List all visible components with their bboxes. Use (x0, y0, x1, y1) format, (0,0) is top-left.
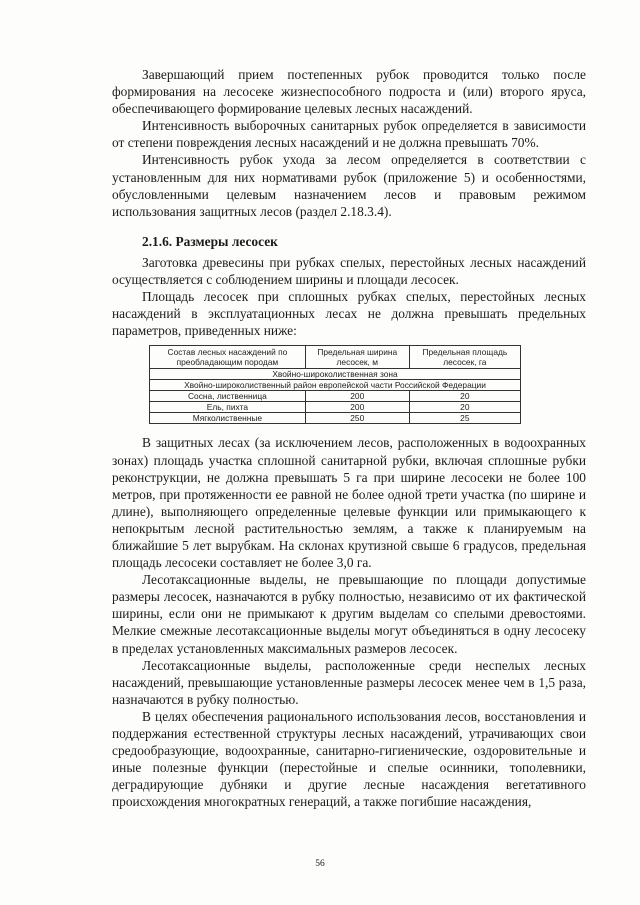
table-header-area: Предельная площадь лесосек, га (409, 346, 520, 369)
table-row (150, 402, 521, 413)
table-cell-composition: Ель, пихта (150, 402, 306, 413)
page-number: 56 (315, 859, 325, 869)
table-cell-area: 20 (409, 391, 520, 402)
table-region-cell: Хвойно-широколиственный район европейской части Российской Федерации (150, 380, 521, 391)
table-cell-width: 250 (305, 413, 409, 424)
table-zone-row (150, 369, 521, 380)
table-header-composition: Состав лесных насаждений по преобладающим породам (150, 346, 306, 369)
page-body (112, 66, 586, 810)
section-heading: 2.1.6. Размеры лесосек (142, 233, 278, 249)
table-zone-cell: Хвойно-широколиственная зона (150, 369, 521, 380)
paragraph-area-limits-intro: Площадь лесосек при сплошных рубках спелых, перестойных лесных насаждений в эксплуатационных лесах не должна превышать предельных параметров, приведенных ниже: (112, 289, 586, 339)
table-cell-composition: Мягколиственные (150, 413, 306, 424)
table-header-row (150, 346, 521, 369)
table-row (150, 391, 521, 402)
paragraph-protective-forests: В защитных лесах (за исключением лесов, расположенных в водоохранных зонах) площадь участка сплошной санитарной рубки, включая сплошные рубки реконструкции, не должна превышать 5 га при ширине лесосеки не более 100 метров, при протяженности ее равной не более одной трети участка (по ширине и длине), выполняющего определенные целевые функции или примыкающего к непокрытым лесной растительностью землям, а также к планируемым на ближайшие 5 лет вырубкам. На склонах крутизной свыше 6 градусов, предельная площадь лесосеки составляет не более 3,0 га. (112, 435, 586, 571)
table-row (150, 413, 521, 424)
table-cell-area: 20 (409, 402, 520, 413)
felling-area-limits-table (149, 345, 521, 424)
paragraph-final-cutting: Завершающий прием постепенных рубок проводится только после формирования на лесосеке жизнеспособного подроста и (или) второго яруса, обеспечивающего формирование целевых лесных насаждений. (112, 67, 586, 117)
paragraph-small-plots: Лесотаксационные выделы, не превышающие по площади допустимые размеры лесосек, назначаются в рубку полностью, независимо от их фактической ширины, если они не примыкают к другим выделам со спелыми древостоями. Мелкие смежные лесотаксационные выделы могут объединяться в одну лесосеку в пределах установленных максимальных размеров лесосек. (112, 572, 586, 656)
table-cell-area: 25 (409, 413, 520, 424)
paragraph-immature-surroundings: Лесотаксационные выделы, расположенные среди неспелых лесных насаждений, превышающие установленные размеры лесосек менее чем в 1,5 раза, назначаются в рубку полностью. (112, 657, 586, 707)
paragraph-rational-use: В целях обеспечения рационального использования лесов, восстановления и поддержания естественной структуры лесных насаждений, утрачивающих свои средообразующие, водоохранные, санитарно-гигиенические, оздоровительные и иные полезные функции (перестойные и спелые осинники, тополевники, деградирующие дубняки и другие лесные насаждения вегетативного происхождения многократных генераций, а также погибшие насаждения, (112, 708, 586, 810)
table-cell-width: 200 (305, 402, 409, 413)
table-region-row (150, 380, 521, 391)
paragraph-thinning-intensity: Интенсивность рубок ухода за лесом определяется в соответствии с установленным для них нормативами рубок (приложение 5) и особенностями, обусловленными целевым назначением лесов и правовым режимом использования защитных лесов (раздел 2.18.3.4). (112, 152, 586, 219)
paragraph-harvesting-intro: Заготовка древесины при рубках спелых, перестойных лесных насаждений осуществляется с соблюдением ширины и площади лесосек. (112, 254, 586, 288)
table-header-width: Предельная ширина лесосек, м (305, 346, 409, 369)
table-cell-composition: Сосна, лиственница (150, 391, 306, 402)
paragraph-sanitary-intensity: Интенсивность выборочных санитарных рубок определяется в зависимости от степени повреждения лесных насаждений и не должна превышать 70%. (112, 118, 586, 151)
table-cell-width: 200 (305, 391, 409, 402)
